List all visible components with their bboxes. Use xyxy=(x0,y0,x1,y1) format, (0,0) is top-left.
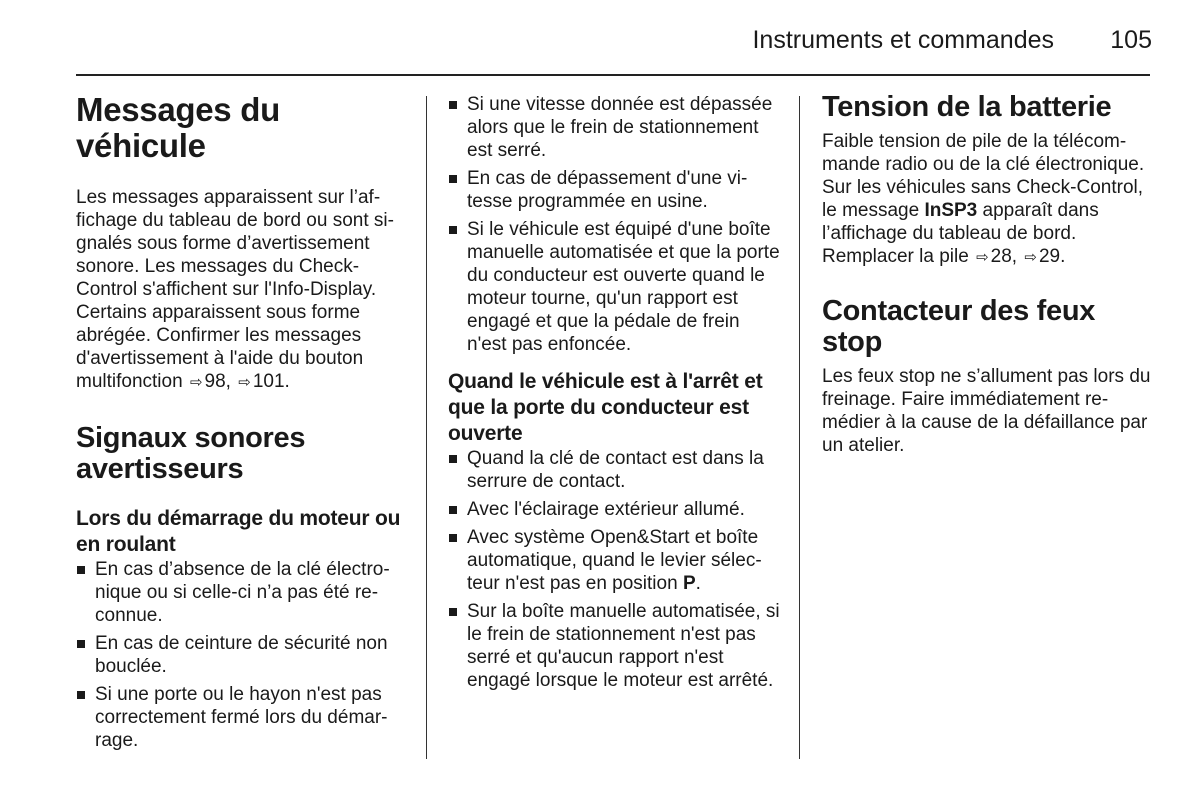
list-item: En cas de ceinture de sécurité non bouclée. xyxy=(76,632,410,678)
page-number: 105 xyxy=(1110,26,1152,54)
paragraph-messages xyxy=(76,186,410,394)
page-ref-29[interactable]: 29 xyxy=(1038,246,1061,267)
column-divider-2 xyxy=(799,96,800,759)
subheading-demarrage: Lors du démarrage du moteur ou en roulant xyxy=(76,507,401,556)
column-2 xyxy=(448,92,782,697)
list-item: Si une porte ou le hayon n'est pas correctement fermé lors du démarrage. xyxy=(76,683,410,752)
heading-signaux-sonores: Signaux sonores avertisseurs xyxy=(76,422,306,485)
list-item: En cas d’absence de la clé électronique ou si celle-ci n’a pas été reconnue. xyxy=(76,558,410,627)
openstart-end: . xyxy=(695,573,701,594)
cross-reference-icon: ⇨ xyxy=(238,373,251,391)
list-demarrage xyxy=(76,558,410,752)
message-code: InSP3 xyxy=(924,200,978,221)
cross-reference-icon: ⇨ xyxy=(976,248,989,266)
column-divider-1 xyxy=(426,96,427,759)
list-item-openstart xyxy=(448,526,782,595)
gear-position-label: P xyxy=(682,573,696,594)
header-rule xyxy=(76,74,1150,76)
list-item: Si une vitesse donnée est dépassée alors que le frein de stationnement est serré. xyxy=(448,93,782,162)
list-item: En cas de dépassement d'une vitesse programmée en usine. xyxy=(448,167,782,213)
heading-tension-batterie: Tension de la batterie xyxy=(822,91,1112,123)
list-item: Sur la boîte manuelle automatisée, si le frein de stationnement n'est pas serré et qu'aucun rapport n'est engagé lorsque le moteur est arrêté. xyxy=(448,600,782,692)
column-3 xyxy=(822,92,1156,457)
list-item: Quand la clé de contact est dans la serrure de contact. xyxy=(448,447,782,493)
heading-contacteur-feux-stop: Contacteur des feux stop xyxy=(822,295,1096,358)
column-1 xyxy=(76,92,410,757)
list-conditions xyxy=(448,93,782,356)
list-item: Si le véhicule est équipé d'une boîte manuelle automatisée et que la porte du conducteur est ouverte quand le moteur tourne, qu'un rapport est engagé et que la pédale de frein n'est pas enfoncée. xyxy=(448,218,782,356)
cross-reference-icon: ⇨ xyxy=(1024,248,1037,266)
ref-end: . xyxy=(1060,246,1066,267)
page-ref-28[interactable]: 28 xyxy=(990,246,1012,267)
tension-text-2: apparaît dans l’affichage du tableau de bord. Remplacer la pile xyxy=(822,200,1099,267)
paragraph-messages-text: Les messages apparaissent sur l’affichage du tableau de bord ou sont signalés sous forme d’avertissement sonore. Les messages du Check-Control s'affichent sur l'Info-Display. Certains apparaissent sous forme abrégée. Confirmer les messages d'avertissement à l'aide du bouton multifonction xyxy=(76,187,394,392)
page-ref-101[interactable]: 101 xyxy=(252,371,285,392)
ref-separator: , xyxy=(225,371,237,392)
heading-messages-vehicule: Messages du véhicule xyxy=(76,91,280,164)
list-item: Avec l'éclairage extérieur allumé. xyxy=(448,498,782,521)
running-header-title: Instruments et commandes xyxy=(752,26,1054,54)
cross-reference-icon: ⇨ xyxy=(189,373,203,391)
page-ref-98[interactable]: 98 xyxy=(204,371,226,392)
openstart-text: Avec système Open&Start et boîte automatique, quand le levier sélecteur n'est pas en position xyxy=(467,527,762,594)
paragraph-feux-stop: Les feux stop ne s’allument pas lors du freinage. Faire immédiatement remédier à la cause de la défaillance par un atelier. xyxy=(822,366,1151,456)
ref-separator: , xyxy=(1011,246,1023,267)
paragraph-tension xyxy=(822,130,1156,269)
tension-text: Faible tension de pile de la télécommande radio ou de la clé électronique. Sur les véhicules sans Check-Control, le message xyxy=(822,131,1145,221)
subheading-arret: Quand le véhicule est à l'arrêt et que la porte du conducteur est ouverte xyxy=(448,370,763,445)
list-arret xyxy=(448,447,782,692)
ref-end: . xyxy=(284,371,290,392)
